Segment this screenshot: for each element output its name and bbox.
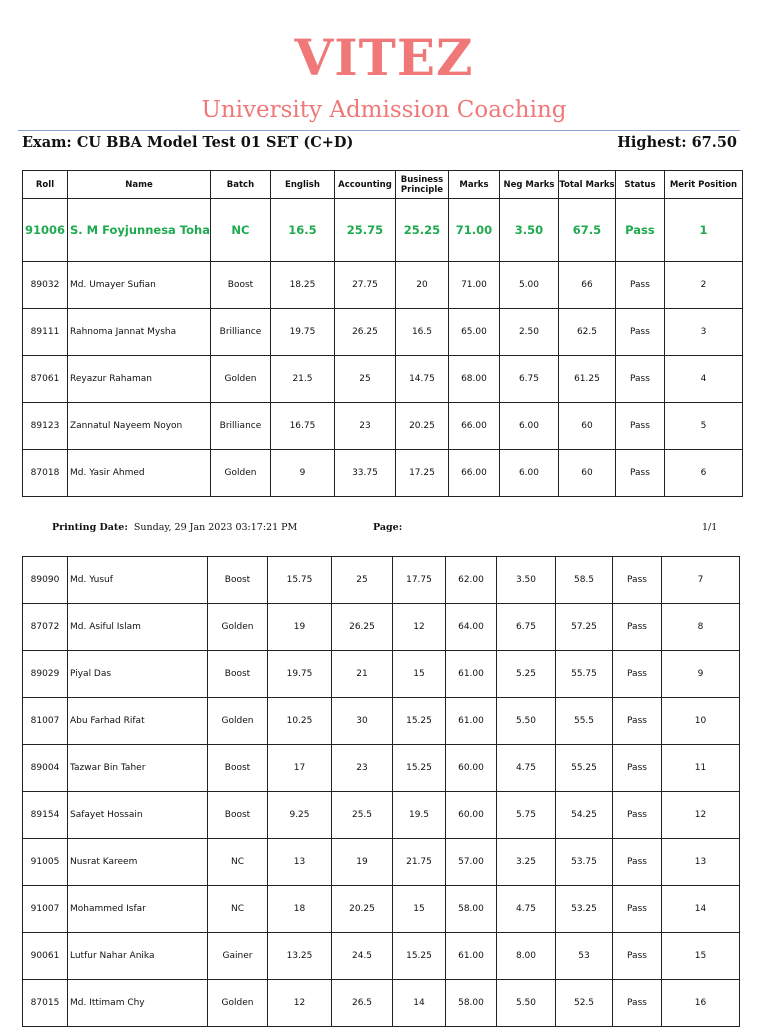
- cell-status: Pass: [615, 199, 664, 262]
- cell-english: 19.75: [268, 651, 332, 698]
- cell-marks: 61.00: [446, 698, 497, 745]
- cell-business-principle: 15.25: [393, 933, 446, 980]
- cell-roll: 87018: [23, 450, 68, 497]
- cell-batch: Golden: [208, 698, 268, 745]
- cell-merit-position: 16: [662, 980, 740, 1027]
- table-row: [23, 450, 743, 497]
- cell-total-marks: 52.5: [556, 980, 613, 1027]
- cell-batch: Boost: [210, 262, 270, 309]
- cell-neg-marks: 6.75: [499, 356, 558, 403]
- cell-status: Pass: [613, 792, 662, 839]
- cell-business-principle: 21.75: [393, 839, 446, 886]
- page-number: 1/1: [702, 522, 718, 533]
- cell-total-marks: 62.5: [558, 309, 615, 356]
- table-row: [23, 980, 740, 1027]
- cell-english: 21.5: [270, 356, 334, 403]
- cell-business-principle: 15.25: [393, 745, 446, 792]
- cell-neg-marks: 6.00: [499, 450, 558, 497]
- cell-name: Md. Yasir Ahmed: [68, 450, 211, 497]
- cell-name: Md. Ittimam Chy: [68, 980, 208, 1027]
- cell-batch: Golden: [208, 980, 268, 1027]
- cell-status: Pass: [613, 745, 662, 792]
- cell-english: 9: [270, 450, 334, 497]
- table-row: [23, 356, 743, 403]
- cell-batch: Golden: [210, 450, 270, 497]
- cell-business-principle: 17.25: [395, 450, 448, 497]
- cell-name: Md. Yusuf: [68, 557, 208, 604]
- page-label-wrap: [373, 521, 402, 535]
- cell-marks: 58.00: [446, 886, 497, 933]
- cell-status: Pass: [613, 651, 662, 698]
- brand-logo: VITEZ: [294, 28, 474, 87]
- cell-batch: Boost: [208, 651, 268, 698]
- cell-marks: 61.00: [446, 933, 497, 980]
- cell-accounting: 21: [332, 651, 393, 698]
- table-row: [23, 792, 740, 839]
- cell-name: Rahnoma Jannat Mysha: [68, 309, 211, 356]
- cell-accounting: 25: [334, 356, 395, 403]
- cell-business-principle: 14.75: [395, 356, 448, 403]
- cell-roll: 87072: [23, 604, 68, 651]
- cell-business-principle: 12: [393, 604, 446, 651]
- cell-merit-position: 12: [662, 792, 740, 839]
- cell-status: Pass: [615, 450, 664, 497]
- printing-date-value: Sunday, 29 Jan 2023 03:17:21 PM: [133, 522, 298, 533]
- cell-accounting: 26.25: [332, 604, 393, 651]
- cell-total-marks: 55.25: [556, 745, 613, 792]
- cell-roll: 91007: [23, 886, 68, 933]
- cell-total-marks: 57.25: [556, 604, 613, 651]
- cell-accounting: 26.25: [334, 309, 395, 356]
- cell-business-principle: 16.5: [395, 309, 448, 356]
- col-header-roll: Roll: [23, 171, 68, 199]
- table-row: [23, 651, 740, 698]
- cell-roll: 89004: [23, 745, 68, 792]
- cell-business-principle: 15.25: [393, 698, 446, 745]
- cell-roll: 91005: [23, 839, 68, 886]
- cell-total-marks: 60: [558, 450, 615, 497]
- cell-name: Zannatul Nayeem Noyon: [68, 403, 211, 450]
- cell-merit-position: 1: [664, 199, 742, 262]
- cell-neg-marks: 4.75: [497, 886, 556, 933]
- cell-batch: Golden: [208, 604, 268, 651]
- cell-batch: Golden: [210, 356, 270, 403]
- cell-marks: 61.00: [446, 651, 497, 698]
- cell-marks: 60.00: [446, 792, 497, 839]
- page-label: Page:: [373, 522, 403, 533]
- cell-neg-marks: 2.50: [499, 309, 558, 356]
- cell-english: 9.25: [268, 792, 332, 839]
- cell-roll: 87015: [23, 980, 68, 1027]
- cell-neg-marks: 3.50: [499, 199, 558, 262]
- cell-marks: 66.00: [448, 450, 499, 497]
- results-table-page-1: [22, 170, 743, 497]
- cell-name: Safayet Hossain: [68, 792, 208, 839]
- cell-accounting: 19: [332, 839, 393, 886]
- cell-english: 19: [268, 604, 332, 651]
- cell-status: Pass: [615, 356, 664, 403]
- cell-accounting: 26.5: [332, 980, 393, 1027]
- cell-english: 10.25: [268, 698, 332, 745]
- col-header-neg-marks: Neg Marks: [499, 171, 558, 199]
- cell-neg-marks: 4.75: [497, 745, 556, 792]
- cell-roll: 89090: [23, 557, 68, 604]
- table-row: [23, 839, 740, 886]
- cell-merit-position: 5: [664, 403, 742, 450]
- cell-name: Lutfur Nahar Anika: [68, 933, 208, 980]
- cell-status: Pass: [615, 403, 664, 450]
- cell-merit-position: 2: [664, 262, 742, 309]
- table-header-row: [23, 171, 743, 199]
- cell-status: Pass: [613, 557, 662, 604]
- results-table-page-2: [22, 556, 740, 1027]
- cell-accounting: 30: [332, 698, 393, 745]
- cell-english: 13: [268, 839, 332, 886]
- cell-name: Mohammed Isfar: [68, 886, 208, 933]
- header-divider: [18, 130, 740, 131]
- cell-accounting: 25.75: [334, 199, 395, 262]
- cell-status: Pass: [613, 886, 662, 933]
- cell-neg-marks: 6.00: [499, 403, 558, 450]
- cell-accounting: 25.5: [332, 792, 393, 839]
- cell-english: 16.75: [270, 403, 334, 450]
- cell-accounting: 23: [332, 745, 393, 792]
- cell-merit-position: 10: [662, 698, 740, 745]
- cell-neg-marks: 5.50: [497, 698, 556, 745]
- cell-total-marks: 60: [558, 403, 615, 450]
- cell-name: S. M Foyjunnesa Toha: [68, 199, 211, 262]
- cell-marks: 71.00: [448, 199, 499, 262]
- cell-marks: 57.00: [446, 839, 497, 886]
- cell-english: 13.25: [268, 933, 332, 980]
- cell-business-principle: 19.5: [393, 792, 446, 839]
- cell-english: 18.25: [270, 262, 334, 309]
- cell-total-marks: 55.5: [556, 698, 613, 745]
- table-row: [23, 933, 740, 980]
- cell-neg-marks: 6.75: [497, 604, 556, 651]
- cell-marks: 62.00: [446, 557, 497, 604]
- cell-business-principle: 14: [393, 980, 446, 1027]
- cell-roll: 89032: [23, 262, 68, 309]
- printing-date: [52, 521, 297, 535]
- cell-name: Abu Farhad Rifat: [68, 698, 208, 745]
- cell-accounting: 25: [332, 557, 393, 604]
- cell-merit-position: 11: [662, 745, 740, 792]
- cell-total-marks: 54.25: [556, 792, 613, 839]
- cell-merit-position: 13: [662, 839, 740, 886]
- table-row-topper: [23, 199, 743, 262]
- cell-name: Piyal Das: [68, 651, 208, 698]
- cell-english: 15.75: [268, 557, 332, 604]
- table-body: [23, 199, 743, 497]
- cell-english: 19.75: [270, 309, 334, 356]
- cell-english: 12: [268, 980, 332, 1027]
- cell-english: 18: [268, 886, 332, 933]
- cell-marks: 71.00: [448, 262, 499, 309]
- cell-status: Pass: [613, 698, 662, 745]
- cell-batch: Boost: [208, 792, 268, 839]
- cell-merit-position: 7: [662, 557, 740, 604]
- cell-business-principle: 15: [393, 651, 446, 698]
- cell-accounting: 20.25: [332, 886, 393, 933]
- col-header-english: English: [270, 171, 334, 199]
- highest-score: Highest: 67.50: [617, 134, 737, 151]
- cell-marks: 68.00: [448, 356, 499, 403]
- cell-status: Pass: [613, 980, 662, 1027]
- cell-english: 16.5: [270, 199, 334, 262]
- col-header-status: Status: [615, 171, 664, 199]
- brand-subtitle: University Admission Coaching: [201, 97, 567, 123]
- cell-neg-marks: 8.00: [497, 933, 556, 980]
- cell-roll: 91006: [23, 199, 68, 262]
- cell-status: Pass: [613, 933, 662, 980]
- cell-business-principle: 25.25: [395, 199, 448, 262]
- cell-batch: NC: [208, 839, 268, 886]
- cell-neg-marks: 5.00: [499, 262, 558, 309]
- cell-batch: Brilliance: [210, 403, 270, 450]
- cell-total-marks: 66: [558, 262, 615, 309]
- col-header-merit-position: Merit Position: [664, 171, 742, 199]
- table-row: [23, 403, 743, 450]
- cell-status: Pass: [615, 262, 664, 309]
- table-row: [23, 309, 743, 356]
- cell-total-marks: 53: [556, 933, 613, 980]
- cell-marks: 58.00: [446, 980, 497, 1027]
- cell-status: Pass: [615, 309, 664, 356]
- cell-roll: 90061: [23, 933, 68, 980]
- cell-merit-position: 15: [662, 933, 740, 980]
- cell-accounting: 27.75: [334, 262, 395, 309]
- cell-roll: 89111: [23, 309, 68, 356]
- table-row: [23, 557, 740, 604]
- cell-english: 17: [268, 745, 332, 792]
- cell-merit-position: 9: [662, 651, 740, 698]
- cell-name: Md. Asiful Islam: [68, 604, 208, 651]
- cell-total-marks: 53.75: [556, 839, 613, 886]
- cell-batch: Boost: [208, 745, 268, 792]
- table-row: [23, 745, 740, 792]
- cell-accounting: 23: [334, 403, 395, 450]
- exam-title: Exam: CU BBA Model Test 01 SET (C+D): [22, 134, 354, 151]
- cell-batch: Gainer: [208, 933, 268, 980]
- col-header-accounting: Accounting: [334, 171, 395, 199]
- cell-name: Md. Umayer Sufian: [68, 262, 211, 309]
- cell-name: Tazwar Bin Taher: [68, 745, 208, 792]
- cell-merit-position: 4: [664, 356, 742, 403]
- cell-marks: 66.00: [448, 403, 499, 450]
- cell-roll: 89154: [23, 792, 68, 839]
- col-header-total-marks: Total Marks: [558, 171, 615, 199]
- cell-marks: 60.00: [446, 745, 497, 792]
- table-row: [23, 604, 740, 651]
- cell-merit-position: 8: [662, 604, 740, 651]
- cell-business-principle: 20: [395, 262, 448, 309]
- cell-marks: 65.00: [448, 309, 499, 356]
- table-row: [23, 886, 740, 933]
- cell-total-marks: 58.5: [556, 557, 613, 604]
- table-row: [23, 698, 740, 745]
- cell-roll: 89123: [23, 403, 68, 450]
- cell-neg-marks: 3.50: [497, 557, 556, 604]
- cell-batch: Brilliance: [210, 309, 270, 356]
- cell-name: Reyazur Rahaman: [68, 356, 211, 403]
- col-header-name: Name: [68, 171, 211, 199]
- cell-total-marks: 67.5: [558, 199, 615, 262]
- cell-neg-marks: 5.25: [497, 651, 556, 698]
- cell-merit-position: 6: [664, 450, 742, 497]
- cell-neg-marks: 5.50: [497, 980, 556, 1027]
- cell-merit-position: 3: [664, 309, 742, 356]
- table-body: [23, 557, 740, 1027]
- cell-accounting: 33.75: [334, 450, 395, 497]
- cell-roll: 87061: [23, 356, 68, 403]
- table-row: [23, 262, 743, 309]
- cell-business-principle: 15: [393, 886, 446, 933]
- cell-batch: Boost: [208, 557, 268, 604]
- col-header-business-principle: Business Principle: [395, 171, 448, 199]
- cell-neg-marks: 3.25: [497, 839, 556, 886]
- cell-merit-position: 14: [662, 886, 740, 933]
- cell-roll: 81007: [23, 698, 68, 745]
- cell-roll: 89029: [23, 651, 68, 698]
- cell-business-principle: 20.25: [395, 403, 448, 450]
- printing-date-label: Printing Date:: [52, 522, 128, 533]
- cell-name: Nusrat Kareem: [68, 839, 208, 886]
- cell-total-marks: 55.75: [556, 651, 613, 698]
- cell-marks: 64.00: [446, 604, 497, 651]
- cell-batch: NC: [210, 199, 270, 262]
- col-header-batch: Batch: [210, 171, 270, 199]
- cell-total-marks: 53.25: [556, 886, 613, 933]
- cell-total-marks: 61.25: [558, 356, 615, 403]
- cell-accounting: 24.5: [332, 933, 393, 980]
- cell-business-principle: 17.75: [393, 557, 446, 604]
- cell-status: Pass: [613, 604, 662, 651]
- cell-status: Pass: [613, 839, 662, 886]
- cell-neg-marks: 5.75: [497, 792, 556, 839]
- cell-batch: NC: [208, 886, 268, 933]
- col-header-marks: Marks: [448, 171, 499, 199]
